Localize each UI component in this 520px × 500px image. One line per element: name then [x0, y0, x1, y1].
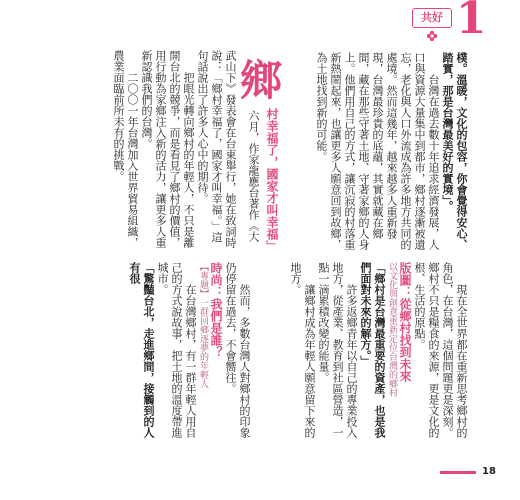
section-heading: 村幸福了，國家才叫幸福」	[265, 108, 279, 252]
subheading: 時尚：我們是誰？	[209, 262, 223, 358]
section-tab-label: 共好	[412, 8, 452, 28]
body-paragraph: 台灣在過去數十年追求經濟發展，人口與資源大量集中到都市，鄉村逐漸被遺忘，老化與人口外流成為許多地方共同的處境。然而這幾年，越來越多人重新發現，台灣最珍貴的底蘊，其實就藏在鄉間，藏在那些守著土地、守著家鄉的人身上。他們用自己的方式，讓沉寂的村落重新熱鬧起來，也讓更多人願意回到故鄉，為土地找到新的可能。	[315, 52, 440, 250]
body-paragraph: 現在全世界都在重新思考鄉村的角色，在台灣，這個問題更是深刻。鄉村不只是糧食的來源，更是文化的根、生活的原點。	[413, 262, 468, 438]
subheading-caption: 【專題】一群回鄉逐夢的年輕人	[198, 262, 208, 388]
body-paragraph: 把眼光轉向鄉村的年輕人，不只是離開台北的競爭，而是看見了鄉村的價值，用行動為家鄉注入新的活力，讓更多人重新認識我們的台灣。	[140, 50, 195, 248]
text-block-lower-right	[264, 262, 468, 438]
body-paragraph: 六月，作家龍應台著作《大	[247, 110, 260, 242]
flower-icon	[426, 30, 438, 42]
text-block-upper-left	[105, 50, 237, 248]
drop-cap: 鄉	[239, 56, 282, 105]
text-block-heading-side	[246, 110, 260, 253]
subheading-caption: 以文化與創意重新定位台灣的鄉村	[387, 262, 397, 397]
pull-quote: 樸。溫暖，文化的包容，你會覺得安心、踏實，那是台灣最美好的實境」。	[441, 52, 468, 250]
body-paragraph: 許多返鄉青年以自己的專業投入地方，從產業、教育到社區營造，一點一滴累積改變的能量。	[317, 262, 358, 438]
subheading: 版圖：從鄉村找到未來	[398, 262, 412, 382]
text-block-upper-right	[292, 52, 468, 250]
text-block-lower-left	[105, 262, 251, 438]
body-paragraph: 武山下》發表會在台東舉行，她在致詞時說：「鄉村幸福了，國家才叫幸福。」這句話說出了許多人心中的期待。	[196, 50, 237, 248]
body-paragraph: 二〇〇一年台灣加入世界貿易組織，農業面臨前所未有的挑戰。	[112, 50, 139, 248]
body-paragraph: 讓鄉村成為年輕人願意留下來的地方。	[289, 262, 316, 438]
page-number: 18	[482, 466, 496, 477]
pull-quote: 「驚豔台北，走進鄉間，接觸到的人有很	[128, 262, 155, 438]
page-number-bar	[440, 471, 476, 474]
section-number: 1	[456, 0, 487, 44]
body-paragraph: 然而，多數台灣人對鄉村的印象仍停留在過去，不會嚮往。	[224, 262, 251, 438]
body-paragraph: 在台灣鄉村，有一群年輕人用自己的方式說故事，把土地的溫度帶進城市。	[156, 262, 197, 438]
pull-quote: 「鄉村是台灣最重要的資產，也是我們面對未來的解方。」	[359, 262, 386, 438]
